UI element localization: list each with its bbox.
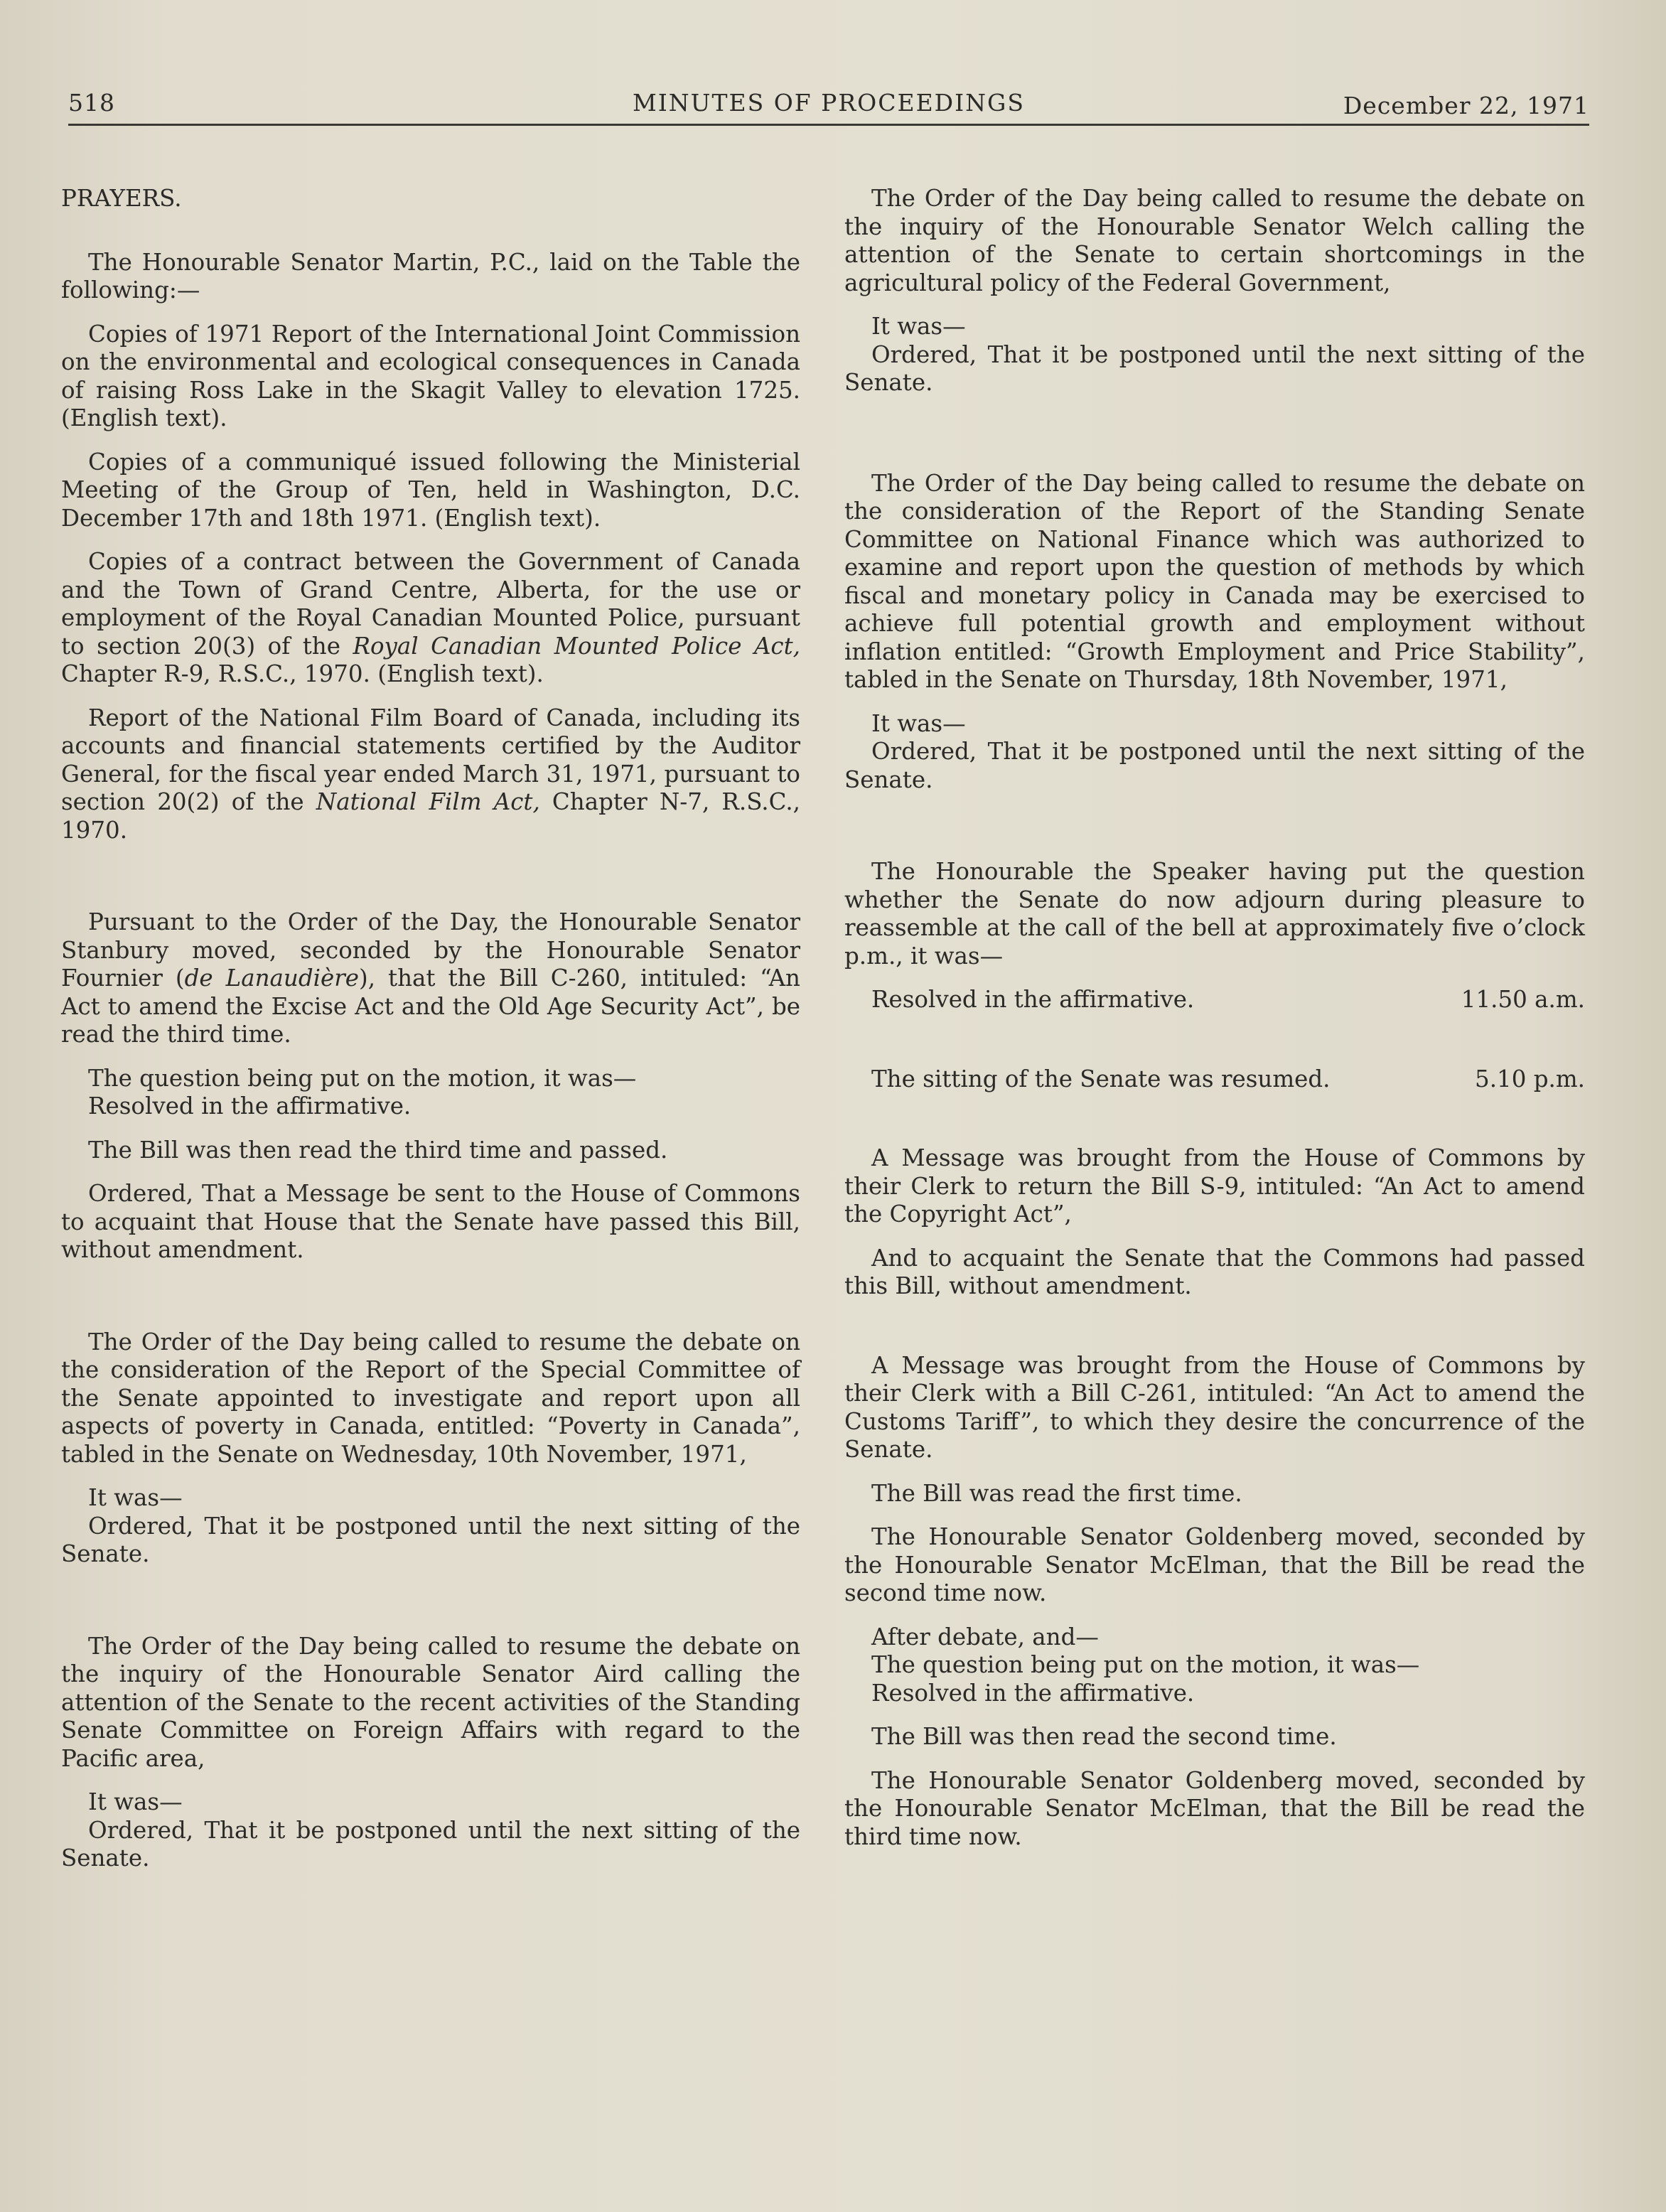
paragraph: The Order of the Day being called to resume the debate on the inquiry of the Honourable Senator Aird calling the attention of the Senate to the recent activities of the Standing Senate Committee on Foreign Affairs with regard to the Pacific area, — [61, 1632, 800, 1772]
text-line: It was— — [871, 709, 966, 737]
italic-act-title: National Film Act, — [316, 788, 540, 815]
paragraph: The Order of the Day being called to resume the debate on the consideration of the Report of the Standing Senate Committee on National Finance which was authorized to examine and report upon the question of methods by which fiscal and monetary policy in Canada may be exercised to achieve full potential growth and employment without inflation entitled: “Growth Employment and Price Stability”, tabled in the Senate on Thursday, 18th November, 1971, — [844, 469, 1585, 693]
paragraph: Copies of a communiqué issued following the Ministerial Meeting of the Group of Ten, held in Washington, D.C. December 17th and 18th 1971. (English text). — [61, 448, 800, 532]
text-line: After debate, and— — [871, 1623, 1099, 1650]
paragraph: The Bill was read the first time. — [871, 1479, 1242, 1507]
text-line: It was— — [88, 1788, 183, 1815]
vote-block — [844, 1623, 1585, 1708]
text-line: Resolved in the affirmative. — [871, 1679, 1195, 1707]
paragraph: The Honourable Senator Martin, P.C., laid on the Table the following:— — [61, 248, 800, 304]
text-line: Ordered, That it be postponed until the next sitting of the Senate. — [61, 1512, 800, 1567]
text-line: It was— — [871, 313, 966, 340]
page-title: MINUTES OF PROCEEDINGS — [632, 89, 1026, 117]
order-block — [61, 1788, 800, 1873]
paragraph: Ordered, That a Message be sent to the House of Commons to acquaint that House that the Senate have passed this Bill, without amendment. — [61, 1180, 800, 1263]
text-line: Ordered, That it be postponed until the next sitting of the Senate. — [844, 738, 1585, 793]
paragraph: A Message was brought from the House of Commons by their Clerk to return the Bill S-9, intituled: “An Act to amend the Copyright Act”, — [844, 1144, 1585, 1228]
running-header — [68, 84, 1589, 126]
text-line: The question being put on the motion, it was— — [871, 1651, 1420, 1678]
paragraph: The Honourable Senator Goldenberg moved, seconded by the Honourable Senator McElman, that the Bill be read the third time now. — [844, 1766, 1585, 1850]
order-block — [61, 1484, 800, 1569]
text-line: It was— — [88, 1484, 183, 1511]
text-run: Chapter R-9, R.S.C., 1970. (English text). — [61, 660, 544, 687]
left-column — [61, 185, 800, 1889]
paragraph: A Message was brought from the House of Commons by their Clerk with a Bill C-261, intituled: “An Act to amend the Customs Tariff”, to which they desire the concurrence of the Senate. — [844, 1351, 1585, 1463]
paragraph — [61, 908, 800, 1049]
italic-act-title: Royal Canadian Mounted Police Act, — [353, 632, 801, 660]
paragraph: The Order of the Day being called to resume the debate on the consideration of the Report of the Special Committee of the Senate appointed to investigate and report upon all aspects of poverty in Canada, entitled: “Poverty in Canada”, tabled in the Senate on Wednesday, 10th November, 1971, — [61, 1328, 800, 1468]
paragraph: The Honourable Senator Goldenberg moved, seconded by the Honourable Senator McElman, that the Bill be read the second time now. — [844, 1523, 1585, 1606]
italic-name: de Lanaudière — [184, 965, 360, 992]
right-column — [844, 185, 1585, 1867]
prayers-heading: PRAYERS. — [61, 185, 182, 212]
paragraph: And to acquaint the Senate that the Commons had passed this Bill, without amendment. — [844, 1244, 1585, 1299]
text-line: Resolved in the affirmative. — [88, 1092, 412, 1120]
page-number: 518 — [68, 89, 115, 117]
order-block — [844, 313, 1585, 397]
text-run: Resolved in the affirmative. — [871, 986, 1195, 1013]
text-run: Copies of a contract between the Government of Canada and the Town of Grand Centre, Alberta, for the use or employment of the Royal Canadian Mounted Police, pursuant to section 20(3) of the — [61, 548, 800, 660]
text-line: Ordered, That it be postponed until the next sitting of the Senate. — [844, 340, 1585, 396]
paragraph: The Order of the Day being called to resume the debate on the inquiry of the Honourable Senator Welch calling the attention of the Senate to certain shortcomings in the agricultural policy of the Federal Government, — [844, 185, 1585, 296]
text-run: Pursuant to the Order of the Day, the Honourable Senator Stanbury moved, seconded by the Honourable Senator Fournier ( — [61, 908, 800, 992]
paragraph — [61, 548, 800, 689]
order-block — [844, 710, 1585, 795]
adjournment-line — [844, 986, 1585, 1014]
text-line: The question being put on the motion, it was— — [88, 1064, 637, 1092]
text-run: The sitting of the Senate was resumed. — [871, 1065, 1331, 1092]
text-run: Report of the National Film Board of Canada, including its accounts and financial statements certified by the Auditor General, for the fiscal year ended March 31, 1971, pursuant to section 20(2) of the — [61, 704, 800, 815]
paragraph: The Bill was then read the second time. — [871, 1723, 1337, 1750]
paragraph: The Bill was then read the third time and passed. — [88, 1136, 668, 1164]
resumption-line — [844, 1065, 1585, 1094]
text-run: Chapter N-7, R.S.C., 1970. — [61, 788, 801, 844]
time-stamp: 5.10 p.m. — [1475, 1065, 1585, 1092]
text-run: ), that the Bill C-260, intituled: “An Act to amend the Excise Act and the Old Age Security Act”, be read the third time. — [61, 965, 800, 1048]
header-date: December 22, 1971 — [1343, 92, 1589, 119]
vote-block — [61, 1065, 800, 1121]
paragraph — [61, 704, 800, 845]
paragraph: The Honourable the Speaker having put the question whether the Senate do now adjourn during pleasure to reassemble at the call of the bell at approximately five o’clock p.m., it was— — [844, 858, 1585, 970]
text-line: Ordered, That it be postponed until the next sitting of the Senate. — [61, 1816, 800, 1872]
paragraph: Copies of 1971 Report of the International Joint Commission on the environmental and ecological consequences in Canada of raising Ross Lake in the Skagit Valley to elevation 1725. (English text). — [61, 320, 800, 431]
time-stamp: 11.50 a.m. — [1461, 986, 1585, 1013]
